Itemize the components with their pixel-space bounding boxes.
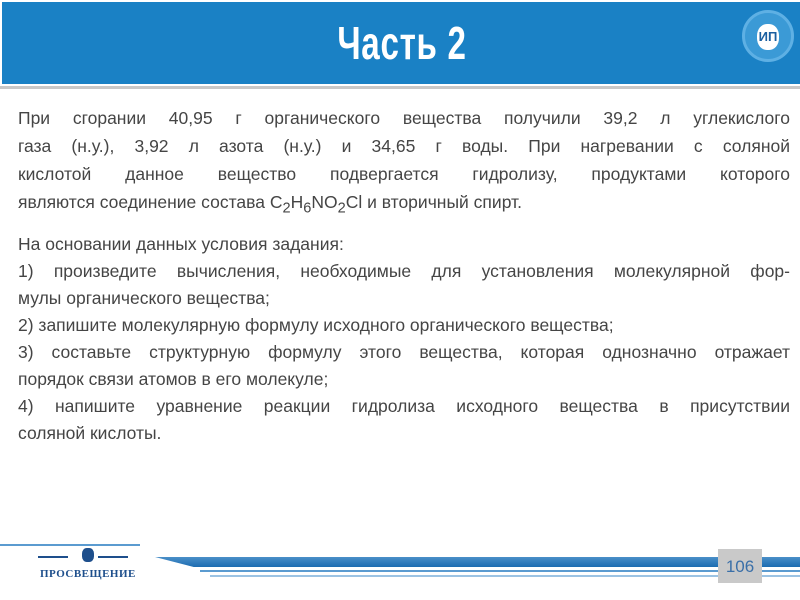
brand-name: ПРОСВЕЩЕНИЕ [40, 568, 136, 580]
header-banner [2, 2, 800, 84]
page-title: Часть 2 [337, 17, 467, 69]
page-number: 106 [718, 549, 762, 583]
task-list: На основании данных условия задания: 1) произведите вычисления, необходимые для установления молекулярной фор- мулы органического вещества; 2) запишите молекулярную формулу исходного органического вещества; 3) составьте структурную формулу этого вещества, которая однозначно отражает порядок связи атомов в его молекуле; 4) напишите уравнение реакции гидролиза исходного вещества в присутствии соляной кислоты. [18, 234, 790, 443]
footer-line [0, 544, 140, 546]
problem-text: При сгорании 40,95 г органического вещества получили 39,2 л углекислого газа (н.у.), 3,92 л азота (н.у.) и 34,65 г воды. При нагревании с соляной кислотой данное вещество подвергается гидролизу, продуктами которого являются соединение состава $C_2H_6NO_2Cl$ и вторичный спирт. [18, 108, 790, 217]
chemical-formula: $C_2H_6NO_2Cl$ [269, 192, 363, 217]
divider [0, 86, 800, 89]
brand-logo-icon [82, 548, 94, 562]
footer-bar [155, 557, 800, 567]
logo-icon: ИП [742, 10, 794, 62]
